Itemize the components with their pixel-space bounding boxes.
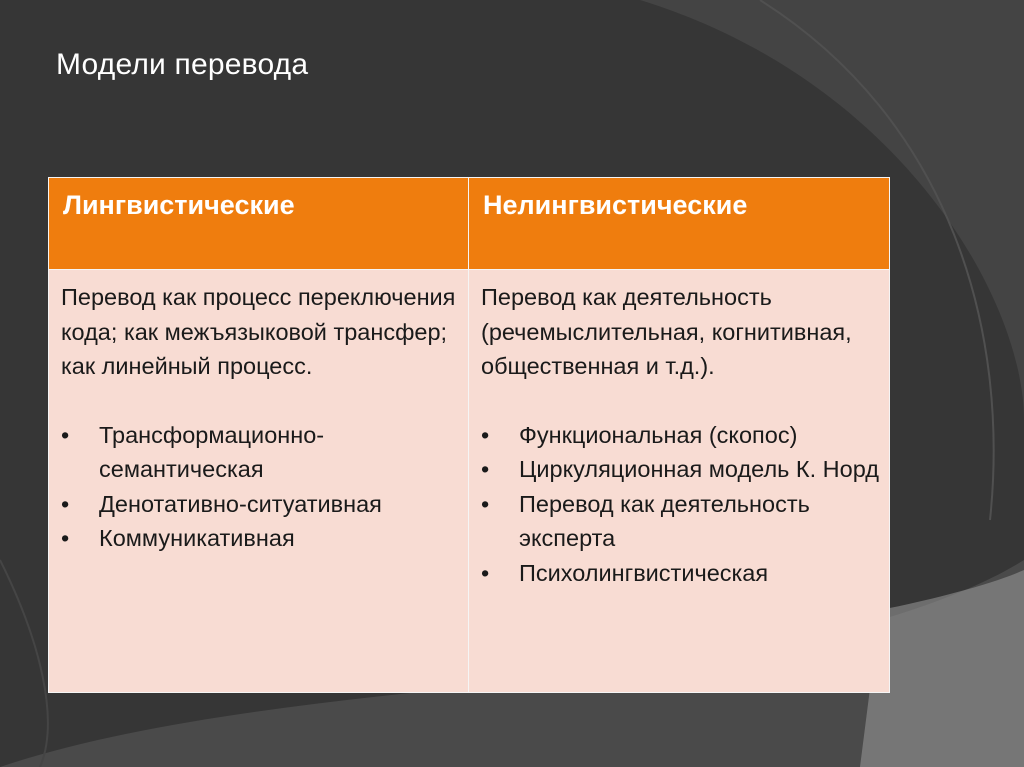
bullet-icon: • [481,421,490,448]
bullet-icon: • [481,559,490,586]
bullet-icon: • [61,525,70,551]
list-item: • Денотативно-ситуативная [61,487,458,522]
header-nonlinguistic: Нелингвистические [469,178,889,270]
linguistic-intro: Перевод как процесс переключения кода; как межъязыковой трансфер; как линейный процесс. [61,284,456,379]
comparison-table [48,177,890,693]
cell-nonlinguistic [469,270,889,692]
list-item: • Циркуляционная модель К. Норд [481,452,879,487]
bullet-icon: • [481,490,490,517]
list-item: • Коммуникативная [61,521,458,556]
header-linguistic: Лингвистические [49,178,469,270]
bullet-icon: • [481,456,490,482]
linguistic-list [61,418,458,556]
list-item: • Перевод как деятельность эксперта [481,487,879,556]
bullet-icon: • [61,421,70,448]
list-item: • Функциональная (скопос) [481,418,879,453]
bullet-icon: • [61,490,70,517]
nonlinguistic-intro: Перевод как деятельность (речемыслительная, когнитивная, общественная и т.д.). [481,284,852,379]
slide-title: Модели перевода [56,48,309,81]
list-item: • Психолингвистическая [481,556,879,591]
nonlinguistic-list [481,418,879,591]
list-item: • Трансформационно-семантическая [61,418,458,487]
cell-linguistic [49,270,469,692]
